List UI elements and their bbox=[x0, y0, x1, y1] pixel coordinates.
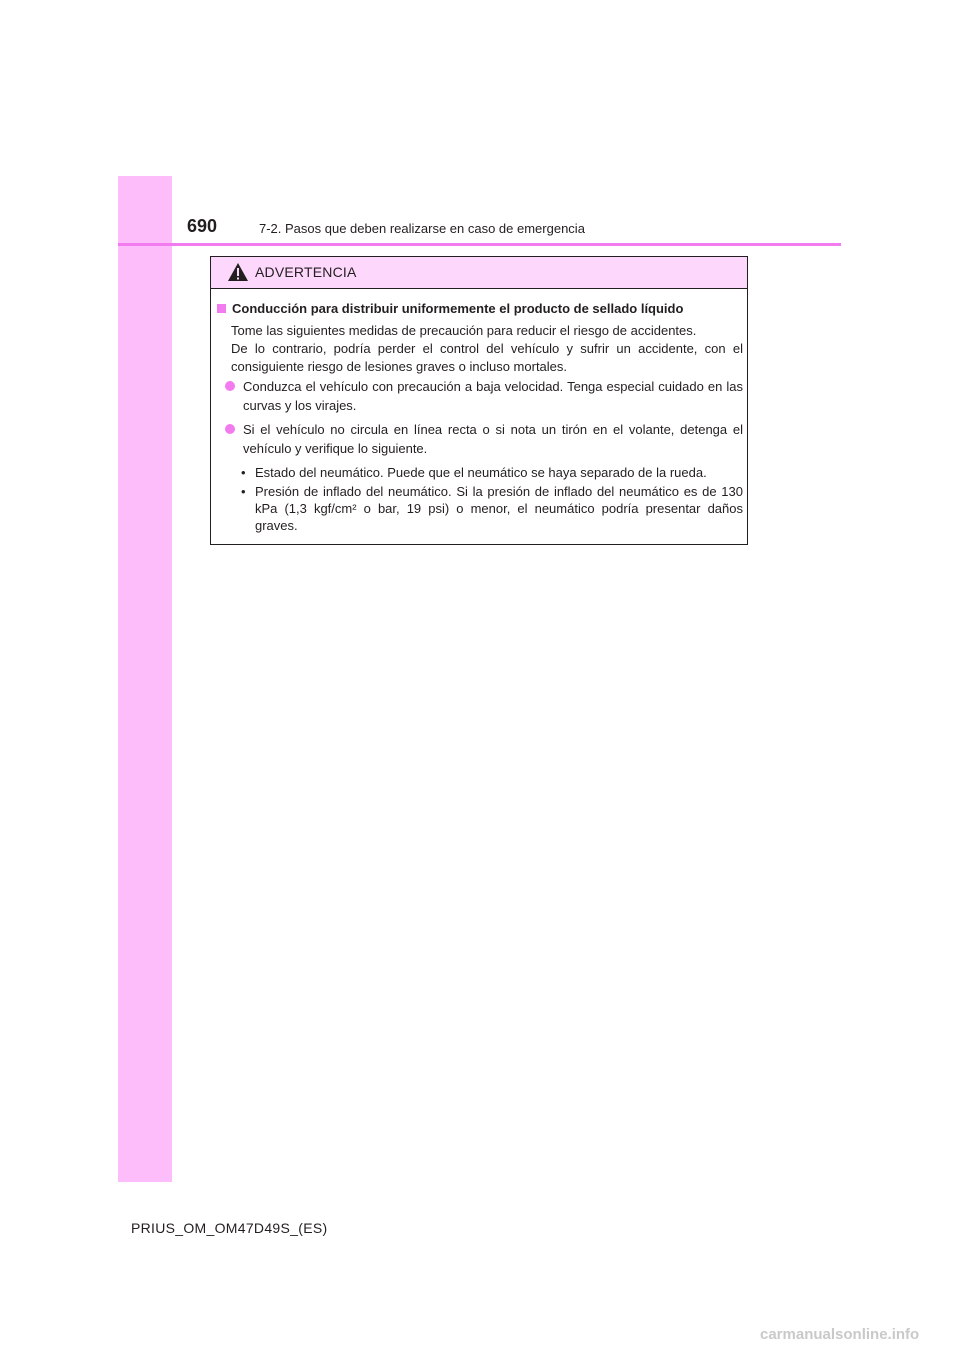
section-title: 7-2. Pasos que deben realizarse en caso de emergencia bbox=[259, 221, 585, 236]
side-band bbox=[118, 176, 172, 1182]
bullet-item bbox=[225, 420, 743, 458]
sub-item bbox=[241, 483, 743, 534]
intro-line-1: Tome las siguientes medidas de precaución para reducir el riesgo de accidentes. bbox=[231, 323, 697, 338]
warning-box bbox=[210, 256, 748, 545]
bullet-text: Si el vehículo no circula en línea recta o si nota un tirón en el volante, detenga el vehículo y verifique lo siguiente. bbox=[243, 422, 743, 456]
watermark: carmanualsonline.info bbox=[760, 1326, 920, 1343]
sub-item-text: Estado del neumático. Puede que el neumático se haya separado de la rueda. bbox=[255, 465, 707, 480]
circle-bullet-icon bbox=[225, 381, 235, 391]
bullet-item bbox=[225, 377, 743, 415]
intro-line-2: De lo contrario, podría perder el control del vehículo y sufrir un accidente, con el consiguiente riesgo de lesiones graves o incluso mortales. bbox=[231, 341, 743, 374]
header-rule bbox=[118, 243, 841, 246]
warning-label: ADVERTENCIA bbox=[255, 264, 357, 280]
square-bullet-icon bbox=[217, 304, 226, 313]
warning-heading bbox=[217, 301, 737, 316]
circle-bullet-icon bbox=[225, 424, 235, 434]
footer-code: PRIUS_OM_OM47D49S_(ES) bbox=[131, 1220, 328, 1236]
page-number: 690 bbox=[187, 216, 218, 236]
warning-triangle-icon bbox=[227, 262, 249, 282]
sub-bullet-marker: • bbox=[241, 484, 246, 499]
warning-header bbox=[211, 257, 747, 289]
warning-heading-text: Conducción para distribuir uniformemente el producto de sellado líquido bbox=[232, 301, 684, 316]
sub-item-text: Presión de inflado del neumático. Si la presión de inflado del neumático es de 130 kPa (1,3 kgf/cm² o bar, 19 psi) o menor, el neumático podría presentar daños graves. bbox=[255, 484, 743, 533]
bullet-text: Conduzca el vehículo con precaución a baja velocidad. Tenga especial cuidado en las curvas y los virajes. bbox=[243, 379, 743, 413]
sub-item bbox=[241, 464, 743, 481]
sub-bullet-marker: • bbox=[241, 465, 246, 480]
